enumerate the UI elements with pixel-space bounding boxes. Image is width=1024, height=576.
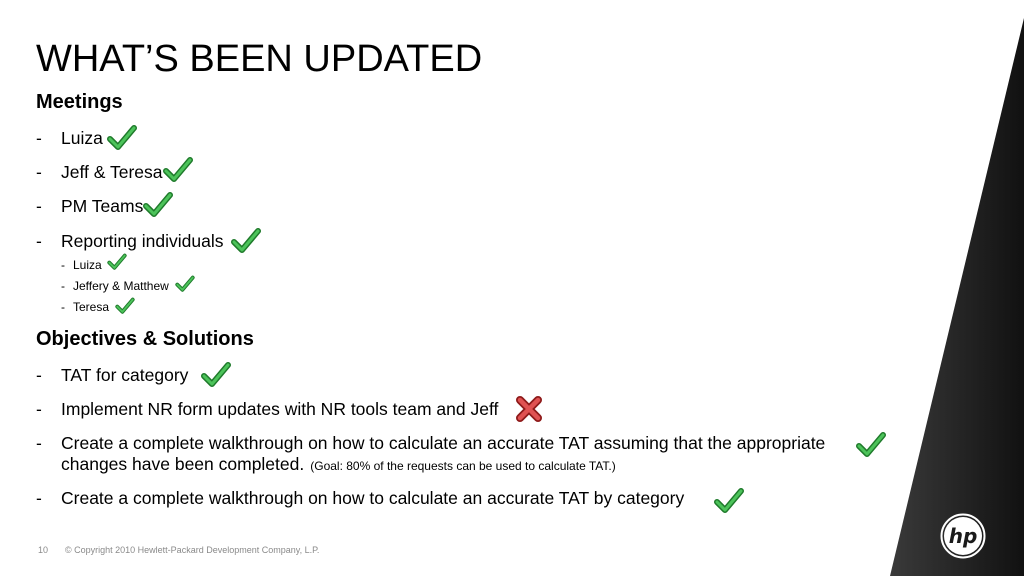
objective-item bbox=[36, 487, 684, 509]
meeting-item-label: PM Teams bbox=[61, 196, 144, 216]
meeting-item-label: Jeff & Teresa bbox=[61, 162, 163, 182]
slide-title: WHAT’S BEEN UPDATED bbox=[36, 38, 483, 80]
objective-item bbox=[36, 433, 876, 477]
meeting-item bbox=[36, 195, 143, 217]
check-icon bbox=[163, 156, 193, 184]
objective-item-label: Create a complete walkthrough on how to calculate an accurate TAT assuming that the appropriate changes have been completed. bbox=[61, 433, 826, 474]
check-icon bbox=[231, 227, 261, 255]
bullet-dash: - bbox=[36, 399, 42, 419]
objective-item-label: TAT for category bbox=[61, 365, 189, 385]
bullet-dash: - bbox=[36, 488, 42, 508]
sub-item-label: Teresa bbox=[73, 300, 110, 314]
objective-item-label: Create a complete walkthrough on how to calculate an accurate TAT by category bbox=[61, 488, 685, 508]
copyright-text: © Copyright 2010 Hewlett-Packard Development Company, L.P. bbox=[65, 545, 320, 555]
goal-note: (Goal: 80% of the requests can be used to calculate TAT.) bbox=[310, 459, 616, 473]
bullet-dash: - bbox=[36, 433, 42, 453]
check-icon bbox=[713, 487, 745, 515]
meeting-item-label: Luiza bbox=[61, 128, 103, 148]
bullet-dash: - bbox=[36, 128, 42, 148]
sub-item-label: Luiza bbox=[73, 258, 102, 272]
cross-icon bbox=[515, 396, 543, 422]
check-icon bbox=[175, 275, 195, 293]
sub-item bbox=[61, 278, 169, 294]
check-icon bbox=[107, 253, 127, 271]
objective-item-label: Implement NR form updates with NR tools team and Jeff bbox=[61, 399, 499, 419]
bullet-dash: - bbox=[61, 258, 65, 272]
meetings-heading: Meetings bbox=[36, 91, 123, 113]
objectives-heading: Objectives & Solutions bbox=[36, 328, 254, 350]
hp-logo bbox=[940, 513, 986, 559]
objective-item bbox=[36, 364, 188, 386]
check-icon bbox=[115, 297, 135, 315]
sub-item bbox=[61, 299, 109, 315]
check-icon bbox=[200, 361, 232, 389]
check-icon bbox=[107, 124, 137, 152]
meeting-item bbox=[36, 127, 103, 149]
page-number: 10 bbox=[38, 545, 49, 555]
bullet-dash: - bbox=[61, 300, 65, 314]
meeting-item-label: Reporting individuals bbox=[61, 231, 224, 251]
sub-item-label: Jeffery & Matthew bbox=[73, 279, 169, 293]
svg-text:hp: hp bbox=[948, 524, 978, 548]
bullet-dash: - bbox=[61, 279, 65, 293]
bullet-dash: - bbox=[36, 231, 42, 251]
sub-item bbox=[61, 257, 102, 273]
objective-item bbox=[36, 398, 498, 420]
bullet-dash: - bbox=[36, 196, 42, 216]
check-icon bbox=[855, 431, 887, 459]
check-icon bbox=[143, 191, 173, 219]
meeting-item bbox=[36, 161, 163, 183]
bullet-dash: - bbox=[36, 365, 42, 385]
meeting-item bbox=[36, 230, 223, 252]
bullet-dash: - bbox=[36, 162, 42, 182]
